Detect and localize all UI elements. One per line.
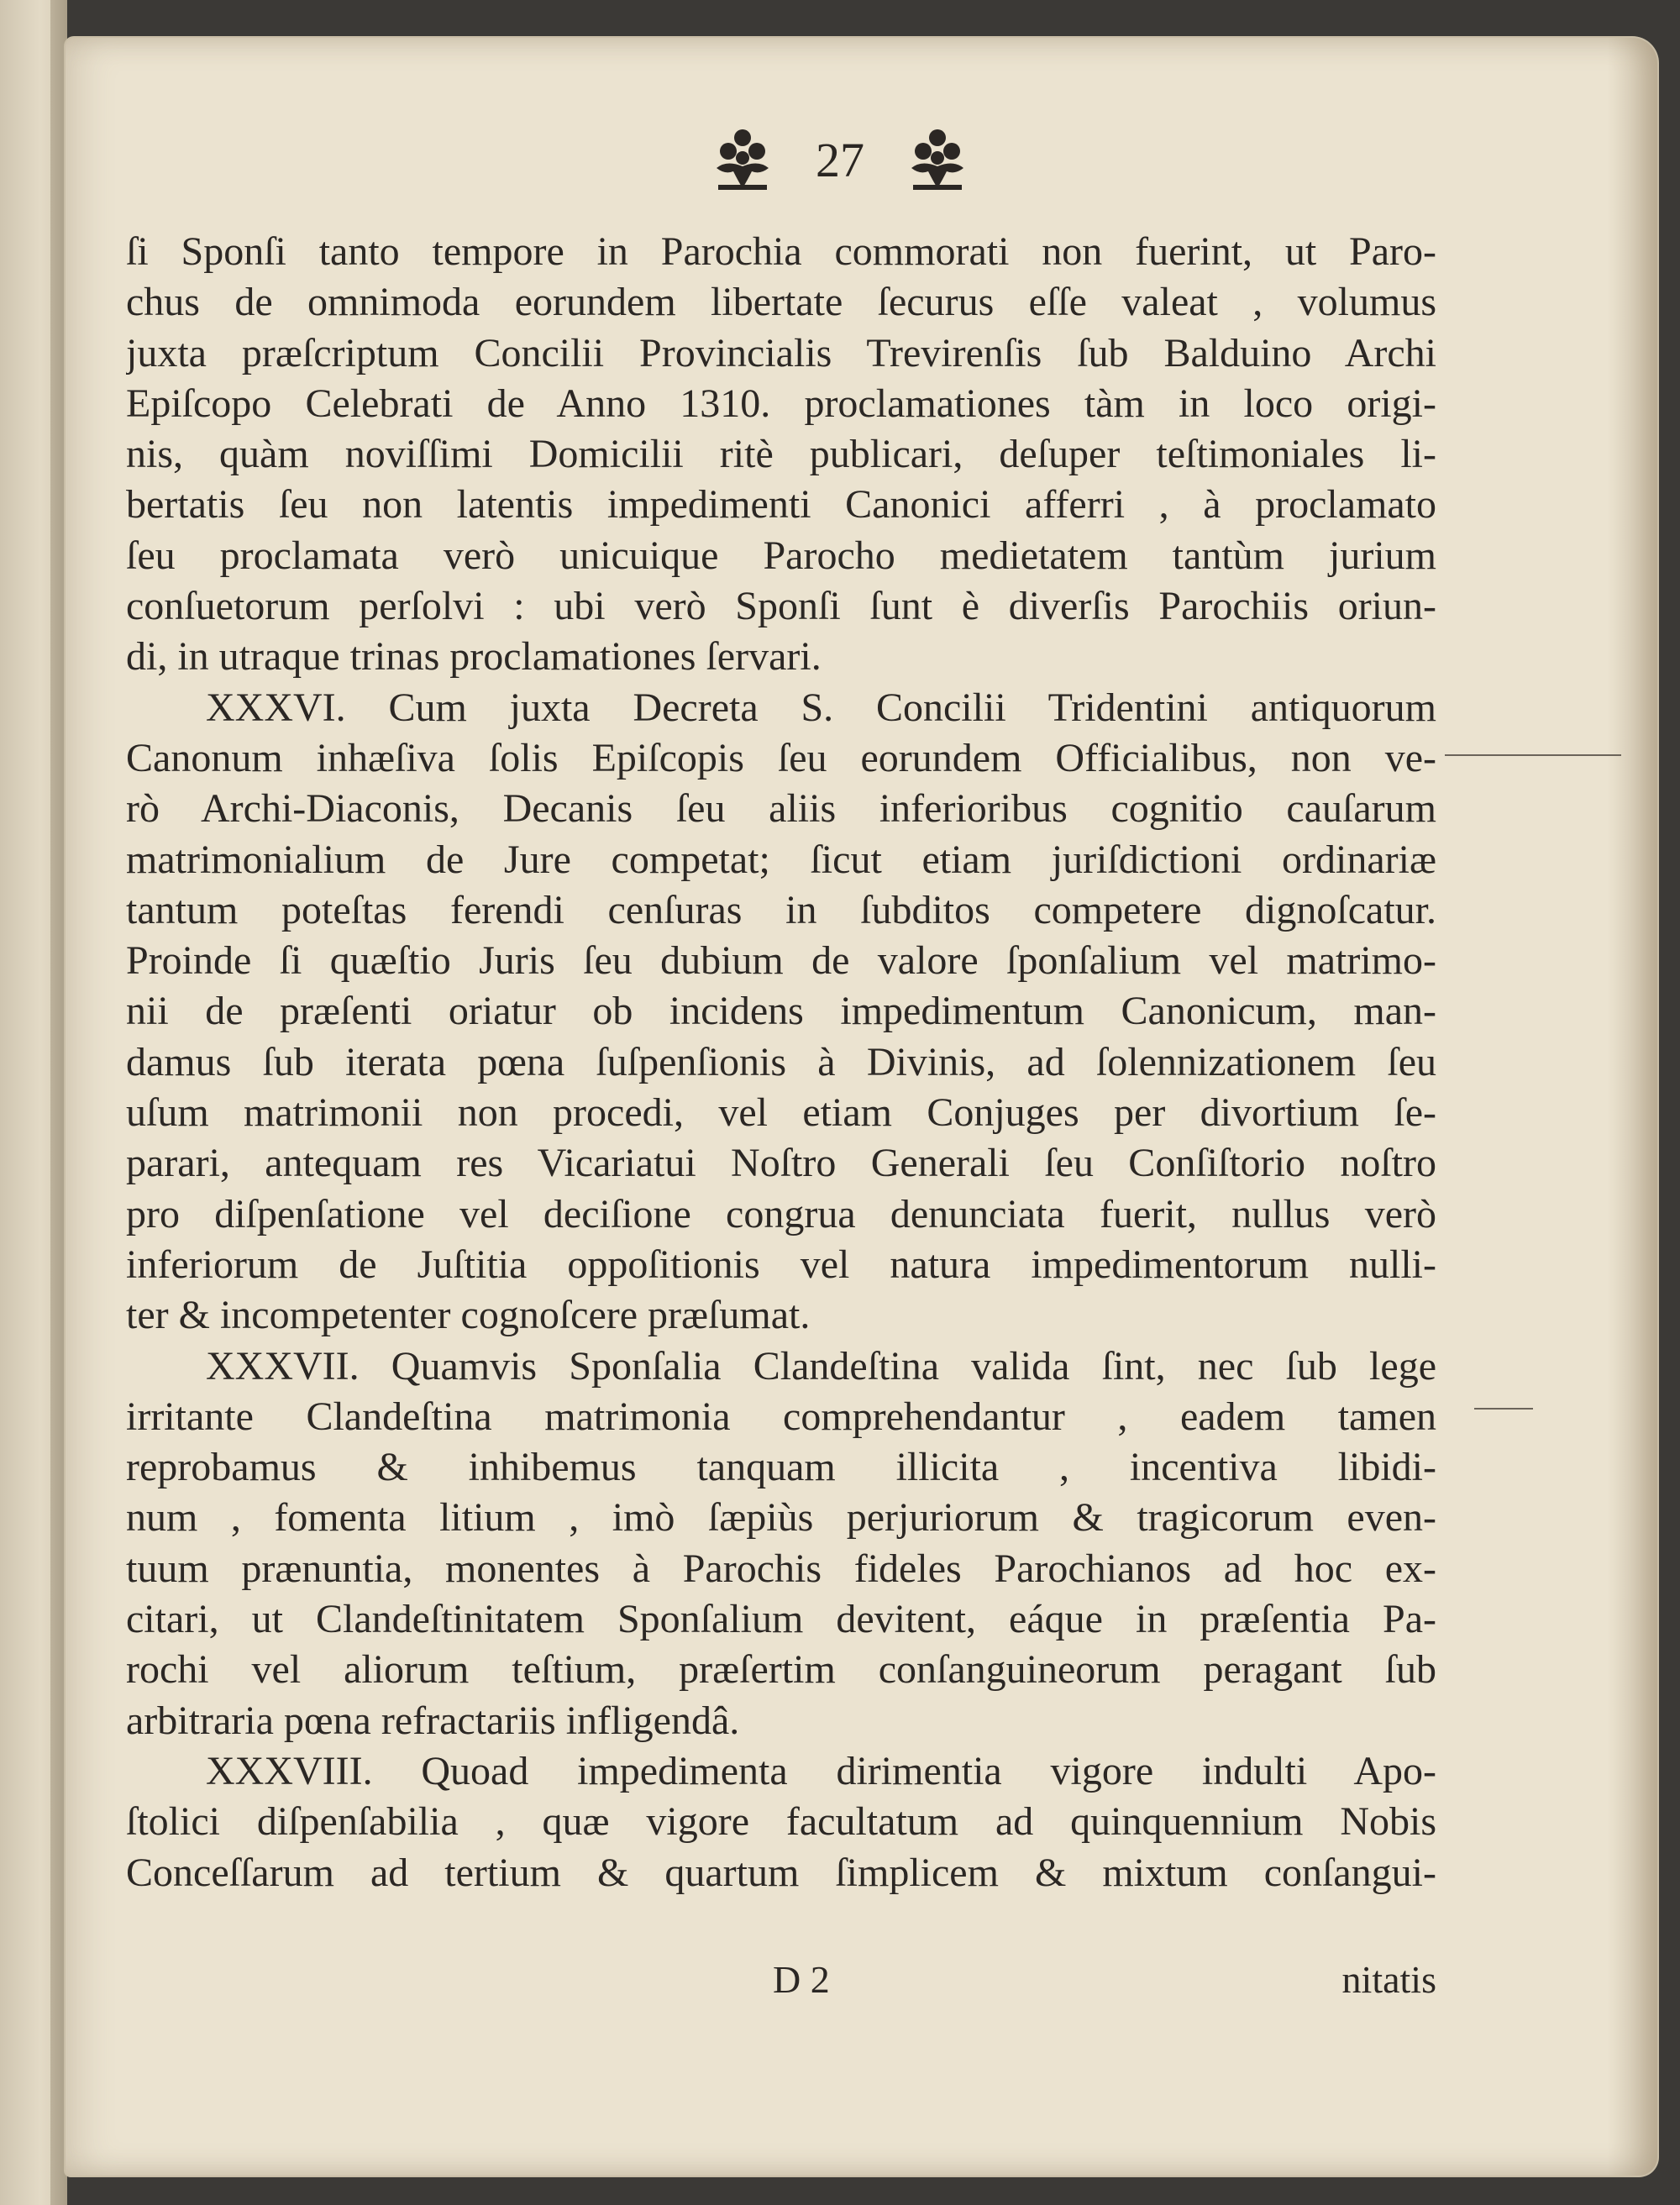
- text-line: juxta præſcriptum Concilii Provincialis Trevirenſis ſub Balduino Archi: [126, 330, 1436, 375]
- text-line: arbitraria pœna refractariis infligendâ.: [126, 1698, 740, 1743]
- catchword: nitatis: [1341, 1958, 1436, 2001]
- text-line: Canonum inhæſiva ſolis Epiſcopis ſeu eorundem Officialibus, non ve-: [126, 735, 1436, 780]
- text-line: ſeu proclamata verò unicuique Parocho medietatem tantùm jurium: [126, 533, 1436, 578]
- text-line: uſum matrimonii non procedi, vel etiam Conjuges per divortium ſe-: [126, 1090, 1436, 1136]
- fleuron-ornament-icon: [905, 126, 970, 193]
- text-line: tantum poteſtas ferendi cenſuras in ſubditos competere dignoſcatur.: [126, 887, 1436, 932]
- text-line: irritante Clandeſtina matrimonia comprehendantur , eadem tamen: [126, 1394, 1436, 1439]
- text-line: matrimonialium de Jure competat; ſicut etiam juriſdictioni ordinariæ: [126, 837, 1436, 882]
- text-line: reprobamus & inhibemus tanquam illicita , incentiva libidi-: [126, 1445, 1436, 1490]
- text-line: Epiſcopo Celebrati de Anno 1310. proclamationes tàm in loco origi-: [126, 381, 1436, 426]
- text-line: damus ſub iterata pœna ſuſpenſionis à Divinis, ad ſolennizationem ſeu: [126, 1039, 1436, 1084]
- text-line: inferiorum de Juſtitia oppoſitionis vel natura impedimentorum nulli-: [126, 1242, 1436, 1287]
- text-line: conſuetorum perſolvi : ubi verò Sponſi ſunt è diverſis Parochiis oriun-: [126, 584, 1436, 629]
- text-line: citari, ut Clandeſtinitatem Sponſalium devitent, eáque in præſentia Pa-: [126, 1597, 1436, 1642]
- text-line: parari, antequam res Vicariatui Noſtro Generali ſeu Conſiſtorio noſtro: [126, 1141, 1436, 1186]
- text-line: rò Archi-Diaconis, Decanis ſeu aliis inferioribus cognitio cauſarum: [126, 786, 1436, 832]
- text-line: Conceſſarum ad tertium & quartum ſimplicem & mixtum conſangui-: [126, 1850, 1436, 1895]
- body-text: [126, 227, 1436, 1898]
- page-number: 27: [816, 132, 864, 187]
- text-line: nis, quàm noviſſimi Domicilii ritè publicari, deſuper teſtimoniales li-: [126, 432, 1436, 477]
- text-line: bertatis ſeu non latentis impedimenti Canonici afferri , à proclamato: [126, 482, 1436, 528]
- page-edge-shadow: [1607, 38, 1657, 2176]
- margin-rule-mark: [1474, 1408, 1533, 1410]
- section-heading-line: XXXVII. Quamvis Sponſalia Clandeſtina valida ſint, nec ſub lege: [206, 1343, 1436, 1389]
- signature-mark: D 2: [773, 1958, 830, 2001]
- text-line: ter & incompetenter cognoſcere præſumat.: [126, 1293, 811, 1338]
- text-line: chus de omnimoda eorundem libertate ſecurus eſſe valeat , volumus: [126, 280, 1436, 325]
- text-line: num , fomenta litium , imò ſæpiùs perjuriorum & tragicorum even-: [126, 1495, 1436, 1541]
- fleuron-ornament-icon: [710, 126, 775, 193]
- margin-rule-mark: [1445, 754, 1621, 756]
- text-line: nii de præſenti oriatur ob incidens impedimentum Canonicum, man-: [126, 989, 1436, 1034]
- section-heading-line: XXXVI. Cum juxta Decreta S. Concilii Tridentini antiquorum: [206, 685, 1436, 730]
- text-line: rochi vel aliorum teſtium, præſertim conſanguineorum peragant ſub: [126, 1647, 1436, 1693]
- running-head: [0, 126, 1680, 193]
- facing-page-edge: [50, 0, 67, 2205]
- section-heading-line: XXXVIII. Quoad impedimenta dirimentia vigore indulti Apo-: [206, 1748, 1436, 1793]
- text-line: pro diſpenſatione vel deciſione congrua denunciata fuerit, nullus verò: [126, 1191, 1436, 1236]
- text-line: ſtolici diſpenſabilia , quæ vigore facultatum ad quinquennium Nobis: [126, 1799, 1436, 1845]
- text-line: Proinde ſi quæſtio Juris ſeu dubium de valore ſponſalium vel matrimo-: [126, 938, 1436, 984]
- text-line: tuum prænuntia, monentes à Parochis fideles Parochianos ad hoc ex-: [126, 1546, 1436, 1591]
- text-line: ſi Sponſi tanto tempore in Parochia commorati non fuerint, ut Paro-: [126, 229, 1436, 274]
- page-footer: [126, 1957, 1436, 2008]
- text-line: di, in utraque trinas proclamationes ſervari.: [126, 634, 822, 680]
